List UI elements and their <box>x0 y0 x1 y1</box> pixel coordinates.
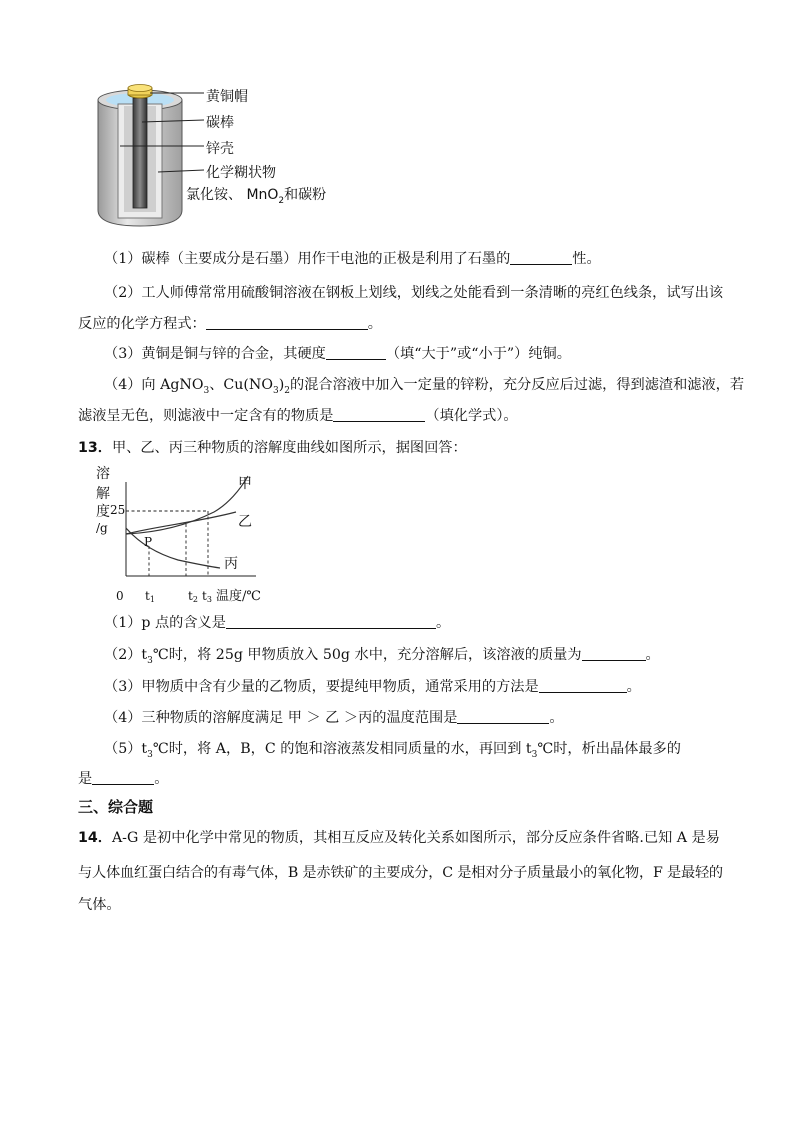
curve-yi <box>126 512 236 534</box>
battery-label-contents: 氯化铵、 MnO$_2$和碳粉 <box>186 187 327 206</box>
answer-blank[interactable] <box>226 613 436 629</box>
answer-blank[interactable] <box>206 314 368 330</box>
q12-part1: （1）碳棒（主要成分是石墨）用作干电池的正极是利用了石墨的 性。 <box>104 251 601 267</box>
q12-part4-line2: 滤液呈无色，则滤液中一定含有的物质是 （填化学式）。 <box>78 408 518 424</box>
solubility-graph <box>88 462 278 608</box>
q12-part3: （3）黄铜是铜与锌的合金，其硬度 （填“大于”或“小于”）纯铜。 <box>104 346 571 362</box>
battery-label-cap: 黄铜帽 <box>206 89 248 105</box>
origin-label: 0 <box>116 589 124 603</box>
x-tick-t1: t1 <box>145 589 155 604</box>
battery-label-shell: 锌壳 <box>206 141 234 157</box>
q14-line1: 14．A-G 是初中化学中常见的物质，其相互反应及转化关系如图所示，部分反应条件省略.已知 A 是易 <box>78 830 720 846</box>
q13-part1: （1）p 点的含义是 。 <box>104 615 451 631</box>
q14-line2: 与人体血红蛋白结合的有毒气体，B 是赤铁矿的主要成分，C 是相对分子质量最小的氧化物，F 是最轻的 <box>78 865 723 881</box>
x-axis-label: 温度/℃ <box>216 589 261 604</box>
answer-blank[interactable] <box>510 249 572 265</box>
y-label-char: 解 <box>96 486 110 502</box>
battery-body <box>98 85 182 227</box>
q12-part4-line1: （4）向 AgNO$_3$、$Cu(NO_3)_2$的混合溶液中加入一定量的锌粉，充分反应后过滤，得到滤渣和滤液，若 <box>104 377 745 396</box>
battery-label-rod: 碳棒 <box>206 115 234 131</box>
y-label-char: /g <box>96 521 108 535</box>
series-label-bing: 丙 <box>224 556 238 572</box>
answer-blank[interactable] <box>457 708 549 724</box>
y-tick-25: 25 <box>110 503 126 517</box>
q13-part5-line2: 是 。 <box>78 771 169 787</box>
series-label-yi: 乙 <box>238 514 252 530</box>
section-heading: 三、综合题 <box>78 798 154 816</box>
answer-blank[interactable] <box>582 645 646 661</box>
point-p-label: P <box>144 535 153 549</box>
q13-part2: $(2)t_3℃$时，将 25g 甲物质放入 50g 水中，充分溶解后，该溶液的质量为 。 <box>104 647 660 666</box>
battery-label-paste: 化学糊状物 <box>206 165 276 181</box>
answer-blank[interactable] <box>333 406 425 422</box>
q13-part3: （3）甲物质中含有少量的乙物质，要提纯甲物质，通常采用的方法是 。 <box>104 679 641 695</box>
q12-part2-line1: （2）工人师傅常常用硫酸铜溶液在钢板上划线，划线之处能看到一条清晰的亮红色线条，试写出该 <box>104 285 724 301</box>
answer-blank[interactable] <box>326 344 386 360</box>
y-label-char: 度 <box>96 504 110 520</box>
q12-part2-line2: 反应的化学方程式： 。 <box>78 316 382 332</box>
q14-line3: 气体。 <box>78 897 121 913</box>
curve-jia <box>126 476 248 534</box>
q13-part4: （4）三种物质的溶解度满足 甲 ＞ 乙 ＞丙的温度范围是 。 <box>104 710 564 726</box>
curve-bing <box>126 528 220 568</box>
answer-blank[interactable] <box>539 677 627 693</box>
q13-stem: 13．甲、乙、丙三种物质的溶解度曲线如图所示，据图回答： <box>78 440 467 456</box>
y-label-char: 溶 <box>96 466 110 482</box>
x-tick-t3: t3 <box>202 589 212 604</box>
q13-part5-line1: $(5)t_3℃$时，将 A，B，C 的饱和溶液蒸发相同质量的水，再回到 $t_3℃$时，析出晶体最多的 <box>104 741 681 760</box>
series-label-jia: 甲 <box>238 476 252 492</box>
x-tick-t2: t2 <box>188 589 198 604</box>
answer-blank[interactable] <box>92 769 154 785</box>
